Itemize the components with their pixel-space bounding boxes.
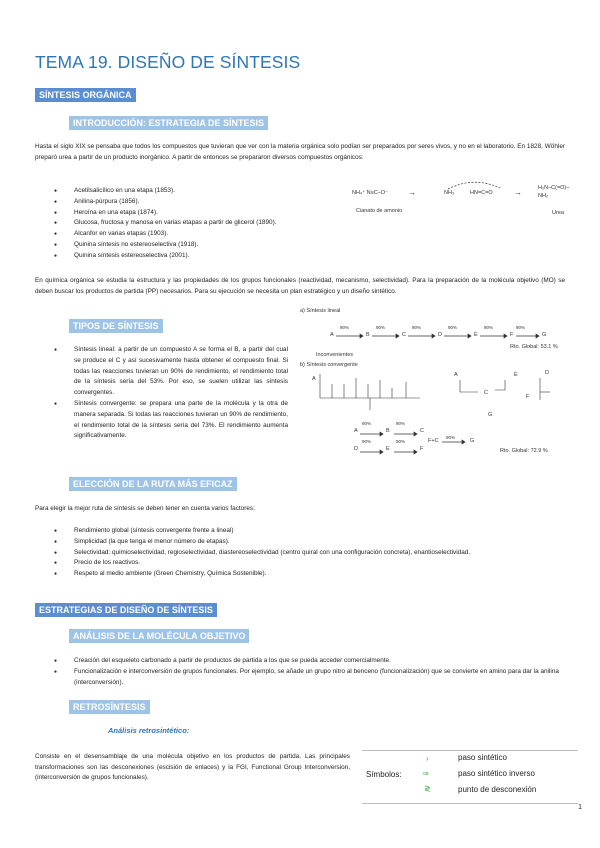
heading-sintesis-organica: SÍNTESIS ORGÁNICA (35, 88, 136, 102)
heading-introduccion: INTRODUCCIÓN: ESTRATEGIA DE SÍNTESIS (69, 116, 268, 130)
convergent-result: Rto. Global: 72.9 % (500, 448, 548, 454)
isocyanic-acid-formula: HN=C=O (470, 190, 493, 196)
list-item: ● Simplicidad (la que tenga el menor número de etapas). (54, 537, 564, 548)
urea-formula: H₂N–C(=O)–NH₂ (538, 185, 570, 199)
list-item: ● Síntesis convergente: se prepara una parte de la molécula y la otra de manera separada. Si todas las reacciones tuvieran un 90% de rendimiento, el rendimiento total de la síntesis sería del 73%. El rendimiento aumenta significativamente. (54, 399, 288, 442)
tree-node-c: C (484, 390, 488, 396)
tipos-list (54, 345, 288, 442)
urea-label: Urea (552, 210, 564, 216)
disconnection-icon: ≷ (424, 784, 431, 793)
list-item: ● Rendimiento global (síntesis convergente frente a lineal) (54, 526, 564, 537)
linear-result: Rto. Global: 53.1 % (510, 344, 558, 350)
convergent-tree (310, 370, 570, 420)
list-item: ● Quinina síntesis no estereoselectiva (1918). (54, 240, 354, 251)
retro-step-icon: ⇒ (422, 769, 429, 778)
page-number: 1 (578, 804, 582, 811)
symbols-table (362, 750, 578, 804)
step-yield: 90% (396, 439, 406, 444)
list-item: ● Alcanfor en varias etapas (1903). (54, 229, 354, 240)
step-yield: 90% (340, 325, 350, 330)
symbol-text: punto de desconexión (458, 785, 537, 794)
step-yield: 90% (484, 325, 494, 330)
tree-node-a: A (454, 372, 458, 378)
heading-tipos: TIPOS DE SÍNTESIS (69, 319, 163, 333)
chain-node: B (366, 332, 370, 338)
conv-join: F+C (428, 438, 439, 444)
chain-node: G (542, 332, 547, 338)
conv-node: C (420, 428, 424, 434)
intro-list (54, 186, 354, 262)
tree-node-a: A (312, 376, 316, 382)
conv-node: F (420, 446, 424, 452)
symbols-label: Símbolos: (366, 770, 402, 779)
chain-node: C (402, 332, 406, 338)
step-yield: 90% (412, 325, 422, 330)
heading-analisis: ANÁLISIS DE LA MOLÉCULA OBJETIVO (69, 629, 249, 643)
conv-node: D (354, 446, 358, 452)
conv-node: E (386, 446, 390, 452)
list-item: ● Quinina síntesis estereoselectiva (2001). (54, 251, 354, 262)
analisis-retro-subtitle: Análisis retrosintético: (108, 726, 190, 735)
step-yield: 90% (448, 325, 458, 330)
list-item: ● Selectividad: quimioselectividad, regioselectividad, diastereoselectividad (centro quiral con una configuración concreta), enantioselectividad. (54, 548, 564, 559)
ammonia-formula: NH₃ (444, 190, 455, 196)
heading-retrosintesis: RETROSÍNTESIS (69, 700, 150, 714)
list-item: ● Anilina-púrpura (1856). (54, 197, 354, 208)
symbol-text: paso sintético inverso (458, 769, 535, 778)
intro-paragraph: Hasta el siglo XIX se pensaba que todos los compuestos que tuvieran que ver con la materia orgánica solo podían ser preparados por seres vivos, y no en el laboratorio. En 1828, Wöhler preparó urea a partir de un producto inorgánico. A partir de entonces se prepararon diversos compuestos orgánicos: (35, 143, 565, 161)
tree-node-f: F (526, 394, 530, 400)
step-yield: 90% (362, 439, 372, 444)
convergent-reactions (350, 426, 540, 460)
step-yield: 90% (516, 325, 526, 330)
heading-estrategias: ESTRATEGIAS DE DISEÑO DE SÍNTESIS (35, 603, 217, 617)
eleccion-intro: Para elegir la mejor ruta de síntesis se deben tener en cuenta varios factores: (35, 505, 255, 512)
arrow-icon: → (408, 188, 416, 197)
step-yield: 90% (396, 421, 406, 426)
inconvenientes-label: Inconvenientes (316, 352, 353, 358)
page-title: TEMA 19. DISEÑO DE SÍNTESIS (35, 52, 301, 72)
chain-node: A (330, 332, 334, 338)
chain-node: D (438, 332, 442, 338)
symbol-text: paso sintético (458, 753, 507, 762)
list-item: ● Respeto al medio ambiente (Green Chemistry, Química Sostenible). (54, 569, 564, 580)
convergent-title: b) Síntesis convergente (300, 362, 358, 368)
retro-paragraph: Consiste en el desensamblaje de una molécula objetivo en los productos de partida. Las principales transformaciones son las desconexiones (escisión de enlaces) y la FGI, Functional Group Interconversion, (interconversión de grupos funcionales). (35, 753, 350, 782)
list-item: ● Heroína en una etapa (1874). (54, 208, 354, 219)
eleccion-list (54, 526, 564, 580)
conv-node: B (386, 428, 390, 434)
tree-node-g: G (488, 412, 493, 418)
tree-node-d: D (545, 370, 549, 376)
analisis-list (54, 656, 564, 688)
list-item: ● Glucosa, fructosa y manosa en varias etapas a partir de glicerol (1890). (54, 218, 354, 229)
step-yield: 90% (446, 435, 456, 440)
list-item: ● Síntesis lineal: a partir de un compuesto A se forma el B, a partir del cual se produce el C y así sucesivamente hasta obtener el compuesto final. Si todas las reacciones tuvieran un 90% de rendimiento, el rendimiento total de la síntesis sería del 53%. Por eso, se suelen utilizar las síntesis convergentes. (54, 345, 288, 399)
chain-node: E (474, 332, 478, 338)
conv-final: G (470, 438, 475, 444)
ammonium-cyanate-label: Cianato de amonio (356, 208, 403, 214)
list-item: ● Precio de los reactivos. (54, 558, 564, 569)
synthetic-step-icon: › (426, 754, 429, 763)
tree-node-e: E (514, 372, 518, 378)
list-item: ● Creación del esqueleto carbonado a partir de productos de partida a los que se pueda acceder comercialmente. (54, 656, 564, 667)
arrow-icon: → (514, 188, 522, 197)
curved-arrow-icon (444, 180, 504, 190)
linear-title: a) Síntesis lineal (300, 308, 341, 314)
step-yield: 90% (362, 421, 372, 426)
list-item: ● Acetilsalicílico en una etapa (1853). (54, 186, 354, 197)
synthesis-types-figure (300, 308, 575, 468)
ammonium-cyanate-formula: NH₄⁺ N≡C–O⁻ (352, 190, 389, 196)
conv-node: A (354, 428, 358, 434)
step-yield: 90% (376, 325, 386, 330)
list-item: ● Funcionalización e interconversión de grupos funcionales. Por ejemplo, se añade un grupo nitro al benceno (funcionalización) que se convierte en amino para dar la anilina (interconversión). (54, 667, 564, 689)
linear-chain (328, 318, 568, 346)
heading-eleccion: ELECCIÓN DE LA RUTA MÁS EFICAZ (69, 477, 237, 491)
chain-node: F (510, 332, 514, 338)
strategy-paragraph: En química orgánica se estudia la estructura y las propiedades de los grupos funcionales (reactividad, mecanismo, selectividad). Para la preparación de la molécula objetivo (MO) se deben buscar los productos de partida (PP) necesarios. Para su ejecución se necesita un plan estratégico y un diseño sintético. (35, 277, 565, 295)
urea-synthesis-figure (352, 180, 577, 220)
